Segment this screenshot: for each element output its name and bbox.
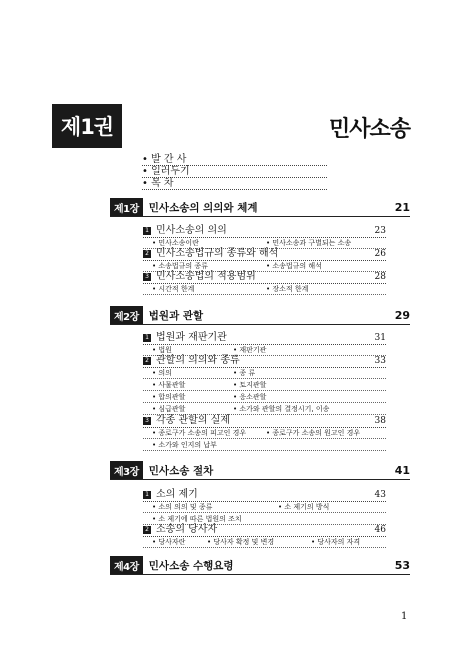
front-item[interactable]: • 발 간 사 bbox=[142, 154, 327, 166]
section-page: 28 bbox=[374, 272, 386, 282]
front-matter-list bbox=[142, 154, 327, 190]
chapter-title: 민사소송의 의의와 체계 bbox=[148, 201, 258, 214]
chapter-4-heading[interactable] bbox=[110, 556, 410, 575]
page-number: 1 bbox=[401, 611, 408, 622]
subsection-row bbox=[143, 440, 386, 451]
subsection-item[interactable]: • 당사자의 자격 bbox=[311, 538, 361, 546]
subsection-item[interactable]: • 소가와 인지의 납부 bbox=[152, 441, 217, 449]
subsection-row bbox=[143, 404, 386, 415]
section-number: 2 bbox=[143, 357, 151, 365]
section-item[interactable] bbox=[143, 356, 386, 368]
chapter-page: 21 bbox=[394, 200, 410, 214]
subsection-item[interactable]: • 소가와 관할의 결정시기, 이송 bbox=[233, 405, 330, 413]
section-title: 법원과 재판기관 bbox=[156, 332, 227, 343]
subsection-item[interactable]: • 당사자 확정 및 변경 bbox=[207, 538, 275, 546]
section-number: 2 bbox=[143, 250, 151, 258]
section-title: 관할의 의의와 종류 bbox=[156, 355, 240, 366]
section-number: 3 bbox=[143, 273, 151, 281]
chapter-title: 법원과 관할 bbox=[148, 309, 204, 322]
chapter-page: 29 bbox=[394, 308, 410, 322]
chapter-2-heading[interactable] bbox=[110, 306, 410, 325]
chapter-3-heading[interactable] bbox=[110, 461, 410, 480]
section-item[interactable] bbox=[143, 525, 386, 537]
subsection-item[interactable]: • 당사자란 bbox=[152, 538, 186, 546]
subsection-row bbox=[143, 537, 386, 548]
subsection-item[interactable]: • 소 제기의 방식 bbox=[278, 503, 330, 511]
section-title: 소의 제기 bbox=[156, 489, 198, 500]
subsection-item[interactable]: • 장소적 한계 bbox=[266, 285, 309, 293]
subsection-item[interactable]: • 심급관할 bbox=[152, 405, 186, 413]
subsection-item[interactable]: • 소송법규의 종류 bbox=[152, 262, 208, 270]
subsection-item[interactable]: • 재판기관 bbox=[233, 346, 267, 354]
front-item[interactable]: • 일러두기 bbox=[142, 166, 327, 178]
section-number: 1 bbox=[143, 334, 151, 342]
subsection-item[interactable]: • 시간적 한계 bbox=[152, 285, 195, 293]
chapter-title: 민사소송 절차 bbox=[148, 464, 214, 477]
subsection-item[interactable]: • 민사소송과 구별되는 소송 bbox=[266, 239, 352, 247]
subsection-item[interactable]: • 법원 bbox=[152, 346, 172, 354]
section-page: 46 bbox=[374, 525, 386, 535]
section-page: 43 bbox=[374, 490, 386, 500]
chapter-label: 제3장 bbox=[110, 461, 143, 479]
section-title: 민사소송법규의 종류와 해석 bbox=[156, 248, 279, 259]
chapter-label: 제1장 bbox=[110, 198, 143, 216]
subsection-item[interactable]: • 종로구가 소송의 피고인 경우 bbox=[152, 429, 247, 437]
subsection-row bbox=[143, 428, 386, 439]
section-title: 각종 관할의 실제 bbox=[156, 415, 230, 426]
section-page: 23 bbox=[374, 226, 386, 236]
subsection-item[interactable]: • 종 류 bbox=[233, 369, 256, 377]
section-number: 1 bbox=[143, 227, 151, 235]
section-item[interactable] bbox=[143, 226, 386, 238]
subsection-item[interactable]: • 민사소송이란 bbox=[152, 239, 199, 247]
chapter-1-heading[interactable] bbox=[110, 198, 410, 217]
chapter-title: 민사소송 수행요령 bbox=[148, 559, 234, 572]
subsection-item[interactable]: • 응소관할 bbox=[233, 393, 267, 401]
subsection-item[interactable]: • 합의관할 bbox=[152, 393, 186, 401]
subsection-item[interactable]: • 의의 bbox=[152, 369, 172, 377]
subsection-row bbox=[143, 502, 386, 513]
section-item[interactable] bbox=[143, 272, 386, 284]
subsection-item[interactable]: • 소의 의의 및 종류 bbox=[152, 503, 213, 511]
section-item[interactable] bbox=[143, 490, 386, 502]
volume-badge: 제1권 bbox=[52, 104, 122, 148]
subsection-item[interactable]: • 사물관할 bbox=[152, 381, 186, 389]
section-item[interactable] bbox=[143, 416, 386, 428]
subsection-row bbox=[143, 368, 386, 379]
section-item[interactable] bbox=[143, 249, 386, 261]
section-number: 3 bbox=[143, 417, 151, 425]
subsection-row bbox=[143, 284, 386, 295]
section-title: 소송의 당사자 bbox=[156, 524, 218, 535]
chapter-label: 제2장 bbox=[110, 306, 143, 324]
chapter-label: 제4장 bbox=[110, 556, 143, 574]
subsection-item[interactable]: • 소 제기에 따른 법원의 조치 bbox=[152, 515, 242, 523]
subsection-row bbox=[143, 392, 386, 403]
section-title: 민사소송법의 적용범위 bbox=[156, 271, 256, 282]
section-page: 26 bbox=[374, 249, 386, 259]
section-number: 2 bbox=[143, 526, 151, 534]
section-number: 1 bbox=[143, 491, 151, 499]
section-page: 38 bbox=[374, 416, 386, 426]
section-page: 33 bbox=[374, 356, 386, 366]
section-title: 민사소송의 의의 bbox=[156, 225, 227, 236]
chapter-page: 41 bbox=[394, 463, 410, 477]
subsection-item[interactable]: • 토지관할 bbox=[233, 381, 267, 389]
subsection-row bbox=[143, 380, 386, 391]
subsection-item[interactable]: • 소송법규의 해석 bbox=[266, 262, 322, 270]
front-item[interactable]: • 목 차 bbox=[142, 178, 327, 190]
subsection-item[interactable]: • 종로구가 소송의 원고인 경우 bbox=[266, 429, 361, 437]
section-page: 31 bbox=[374, 333, 386, 343]
book-title: 민사소송 bbox=[328, 117, 410, 142]
chapter-page: 53 bbox=[394, 558, 410, 572]
section-item[interactable] bbox=[143, 333, 386, 345]
